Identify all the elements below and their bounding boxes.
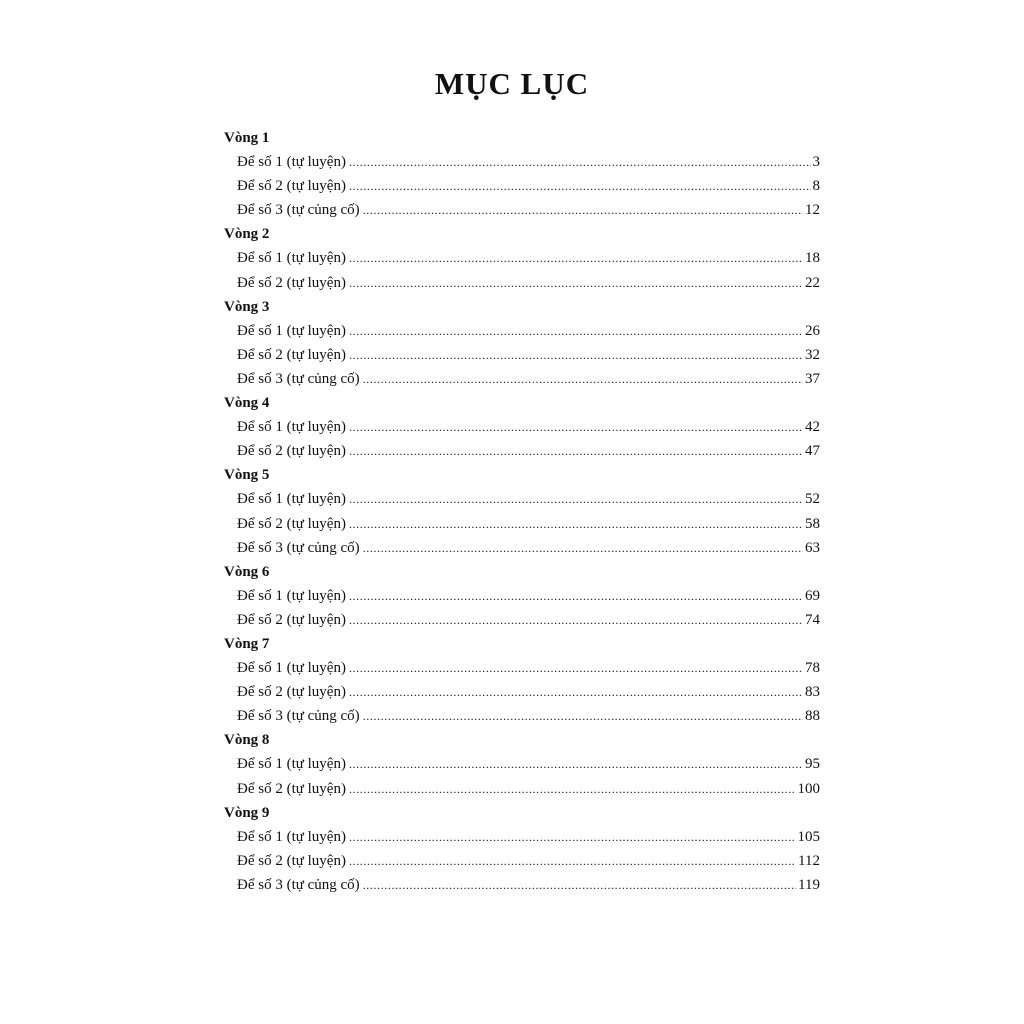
toc-entry[interactable] — [224, 174, 820, 198]
toc-entry[interactable] — [224, 198, 820, 222]
toc-entry[interactable] — [224, 319, 820, 343]
dot-leader — [349, 246, 803, 270]
entry-page-number: 95 — [805, 756, 820, 773]
toc-section — [224, 295, 820, 391]
dot-leader — [349, 319, 803, 343]
entry-label: Để số 2 (tự luyện) — [237, 274, 346, 291]
dot-leader — [349, 150, 811, 174]
toc-entry[interactable] — [224, 246, 820, 270]
entry-page-number: 119 — [798, 876, 820, 893]
dot-leader — [349, 849, 796, 873]
toc-entry[interactable] — [224, 608, 820, 632]
toc-entry[interactable] — [224, 512, 820, 536]
entry-label: Để số 2 (tự luyện) — [237, 346, 346, 363]
entry-label: Để số 3 (tự củng cố) — [237, 876, 360, 893]
entry-page-number: 69 — [805, 587, 820, 604]
entry-label: Để số 2 (tự luyện) — [237, 852, 346, 869]
entry-label: Để số 1 (tự luyện) — [237, 828, 346, 845]
toc-entry[interactable] — [224, 367, 820, 391]
section-heading: Vòng 4 — [224, 395, 270, 412]
table-of-contents — [224, 126, 820, 897]
entry-page-number: 26 — [805, 322, 820, 339]
toc-section — [224, 728, 820, 800]
entry-page-number: 105 — [797, 828, 820, 845]
toc-entry[interactable] — [224, 704, 820, 728]
entry-page-number: 8 — [812, 178, 820, 195]
entry-label: Để số 2 (tự luyện) — [237, 515, 346, 532]
dot-leader — [349, 656, 803, 680]
entry-label: Để số 1 (tự luyện) — [237, 250, 346, 267]
entry-label: Để số 1 (tự luyện) — [237, 660, 346, 677]
entry-page-number: 88 — [805, 708, 820, 725]
dot-leader — [349, 415, 803, 439]
section-heading: Vòng 7 — [224, 635, 270, 652]
entry-page-number: 100 — [797, 780, 820, 797]
toc-entry[interactable] — [224, 656, 820, 680]
toc-entry[interactable] — [224, 849, 820, 873]
dot-leader — [349, 512, 803, 536]
dot-leader — [349, 752, 803, 776]
entry-label: Để số 2 (tự luyện) — [237, 684, 346, 701]
dot-leader — [363, 367, 803, 391]
section-heading: Vòng 1 — [224, 130, 270, 146]
toc-entry[interactable] — [224, 825, 820, 849]
entry-page-number: 52 — [805, 491, 820, 508]
entry-page-number: 42 — [805, 419, 820, 436]
dot-leader — [349, 271, 803, 295]
toc-entry[interactable] — [224, 343, 820, 367]
entry-page-number: 32 — [805, 346, 820, 363]
section-heading: Vòng 2 — [224, 226, 270, 243]
entry-label: Để số 2 (tự luyện) — [237, 178, 346, 195]
toc-entry[interactable] — [224, 680, 820, 704]
section-heading: Vòng 9 — [224, 804, 270, 821]
entry-label: Để số 2 (tự luyện) — [237, 443, 346, 460]
entry-page-number: 18 — [805, 250, 820, 267]
page-title: MỤC LỤC — [434, 66, 590, 101]
dot-leader — [349, 487, 803, 511]
toc-entry[interactable] — [224, 777, 820, 801]
entry-label: Để số 2 (tự luyện) — [237, 780, 346, 797]
entry-page-number: 12 — [805, 202, 820, 219]
entry-page-number: 22 — [805, 274, 820, 291]
toc-entry[interactable] — [224, 271, 820, 295]
entry-label: Để số 1 (tự luyện) — [237, 756, 346, 773]
toc-section — [224, 463, 820, 559]
toc-section — [224, 126, 820, 222]
entry-label: Để số 1 (tự luyện) — [237, 419, 346, 436]
entry-page-number: 37 — [805, 370, 820, 387]
dot-leader — [349, 439, 803, 463]
entry-page-number: 47 — [805, 443, 820, 460]
toc-entry[interactable] — [224, 487, 820, 511]
entry-label: Để số 2 (tự luyện) — [237, 611, 346, 628]
entry-page-number: 3 — [812, 154, 820, 171]
dot-leader — [363, 198, 803, 222]
entry-label: Để số 3 (tự củng cố) — [237, 539, 360, 556]
entry-label: Để số 1 (tự luyện) — [237, 322, 346, 339]
dot-leader — [349, 584, 803, 608]
entry-label: Để số 1 (tự luyện) — [237, 491, 346, 508]
toc-section — [224, 222, 820, 294]
section-heading: Vòng 6 — [224, 563, 270, 580]
entry-label: Để số 1 (tự luyện) — [237, 587, 346, 604]
toc-section — [224, 632, 820, 728]
dot-leader — [363, 536, 803, 560]
toc-entry[interactable] — [224, 752, 820, 776]
entry-page-number: 112 — [798, 852, 820, 869]
dot-leader — [349, 777, 796, 801]
dot-leader — [349, 343, 803, 367]
entry-page-number: 58 — [805, 515, 820, 532]
entry-label: Để số 3 (tự củng cố) — [237, 202, 360, 219]
dot-leader — [363, 704, 803, 728]
dot-leader — [349, 825, 796, 849]
toc-entry[interactable] — [224, 584, 820, 608]
entry-page-number: 74 — [805, 611, 820, 628]
entry-label: Để số 3 (tự củng cố) — [237, 708, 360, 725]
toc-section — [224, 560, 820, 632]
toc-section — [224, 801, 820, 897]
dot-leader — [349, 680, 803, 704]
dot-leader — [363, 873, 796, 897]
section-heading: Vòng 3 — [224, 298, 270, 315]
toc-entry[interactable] — [224, 150, 820, 174]
entry-page-number: 78 — [805, 660, 820, 677]
section-heading: Vòng 5 — [224, 467, 270, 484]
dot-leader — [349, 608, 803, 632]
section-heading: Vòng 8 — [224, 732, 270, 749]
toc-entry[interactable] — [224, 873, 820, 897]
toc-entry[interactable] — [224, 439, 820, 463]
entry-page-number: 63 — [805, 539, 820, 556]
toc-entry[interactable] — [224, 415, 820, 439]
entry-label: Để số 3 (tự củng cố) — [237, 370, 360, 387]
toc-entry[interactable] — [224, 536, 820, 560]
entry-page-number: 83 — [805, 684, 820, 701]
entry-label: Để số 1 (tự luyện) — [237, 154, 346, 171]
toc-section — [224, 391, 820, 463]
dot-leader — [349, 174, 811, 198]
